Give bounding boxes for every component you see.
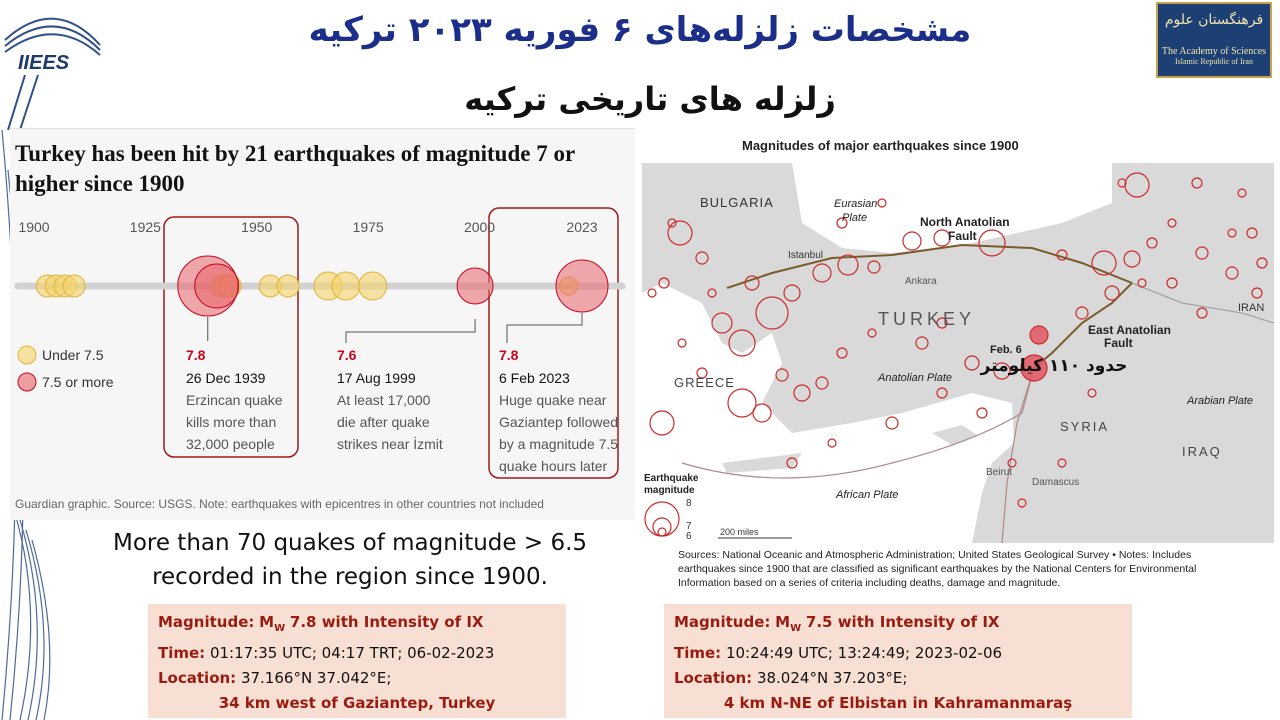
label-iran: IRAN	[1238, 302, 1265, 314]
annotation-desc-1-1: Erzincan quake	[186, 392, 283, 408]
map-title: Magnitudes of major earthquakes since 1900	[742, 138, 1019, 153]
map-quake-marker	[916, 337, 928, 349]
page-subtitle: زلزله های تاریخی ترکیه	[464, 80, 836, 118]
timeline-headline: Turkey has been hit by 21 earthquakes of magnitude 7 or higher since 1900	[15, 141, 575, 196]
label-istanbul: Istanbul	[788, 250, 824, 261]
label-eurasian-2: Plate	[842, 212, 868, 224]
quake1-magnitude-label: Magnitude:	[158, 613, 255, 631]
map-quake-marker	[1197, 308, 1207, 318]
label-greece: GREECE	[674, 375, 735, 390]
feb6-epicenter-marker	[1030, 326, 1048, 344]
map-quake-marker	[1008, 459, 1016, 467]
year-label-2023: 2023	[566, 219, 598, 235]
quake1-location-label: Location:	[158, 669, 237, 687]
earthquake-map	[642, 163, 1274, 543]
quake1-mw: $M_W$	[259, 613, 286, 634]
map-scale-label: 200 miles	[720, 527, 759, 537]
map-quake-marker	[668, 221, 692, 245]
map-quake-marker	[729, 330, 755, 356]
quake1-magnitude-value: 7.8 with Intensity of IX	[289, 613, 484, 631]
quake1-time-label: Time:	[158, 644, 206, 662]
annotation-date-1: 26 Dec 1939	[186, 370, 266, 386]
map-quake-marker	[1105, 286, 1119, 300]
quake1-location-row	[158, 666, 556, 691]
legend-label-1: Under 7.5	[42, 347, 104, 363]
map-quake-marker	[1076, 307, 1088, 319]
map-canvas	[642, 163, 1274, 543]
map-quake-marker	[837, 348, 847, 358]
label-naf-1: North Anatolian	[920, 215, 1010, 229]
map-quake-marker	[784, 285, 800, 301]
iiees-logo	[0, 0, 110, 130]
map-quake-marker	[1088, 389, 1096, 397]
map-notes: Sources: National Oceanic and Atmospheric Administration; United States Geological Survey • Notes: Includes earthquakes since 1900 that are classified as significant earthquakes by the National Centers for Environmental Information based on a series of criteria including deaths, damage and magnitude.	[678, 549, 1197, 589]
quake1-location-value: 37.166°N 37.042°E;	[240, 669, 392, 687]
map-quake-marker	[965, 356, 979, 370]
quake-point-minor-3	[63, 275, 85, 297]
annotation-magnitude-1: 7.8	[186, 347, 206, 363]
quake-point-minor-10	[332, 272, 360, 300]
map-quake-marker	[1018, 499, 1026, 507]
annotation-desc-2-1: At least 17,000	[337, 392, 431, 408]
quake1-location-desc: 34 km west of Gaziantep, Turkey	[218, 694, 496, 712]
map-quake-marker	[1228, 229, 1236, 237]
quake1-time-value: 01:17:35 UTC; 04:17 TRT; 06-02-2023	[209, 644, 495, 662]
label-turkey: TURKEY	[878, 309, 976, 329]
map-quake-marker	[1257, 258, 1267, 268]
map-quake-marker	[1226, 267, 1238, 279]
map-quake-marker	[1147, 238, 1157, 248]
guardian-timeline-graphic	[10, 128, 635, 520]
map-quake-marker	[776, 369, 788, 381]
quake2-location-label: Location:	[674, 669, 753, 687]
quake2-magnitude-row	[674, 610, 1122, 641]
year-label-1925: 1925	[129, 219, 161, 235]
quake-point-major-2	[457, 268, 493, 304]
quake-point-minor-8	[277, 275, 299, 297]
quake2-time-row	[674, 641, 1122, 666]
academy-logo-en1: The Academy of Sciences	[1161, 46, 1267, 57]
annotation-desc-1-3: 32,000 people	[186, 436, 275, 452]
annotation-leader-2	[346, 319, 475, 343]
timeline-chart	[10, 129, 635, 521]
map-quake-marker	[1167, 278, 1177, 288]
map-quake-marker	[813, 264, 831, 282]
label-syria: SYRIA	[1060, 419, 1110, 434]
quake2-magnitude-label: Magnitude:	[674, 613, 771, 631]
map-legend-value-7: 7	[686, 521, 692, 532]
map-quake-marker	[1247, 228, 1257, 238]
label-eurasian-1: Eurasian	[834, 198, 878, 210]
label-iraq: IRAQ	[1182, 444, 1222, 459]
quake-info-box-1	[148, 604, 566, 718]
label-eaf-1: East Anatolian	[1088, 323, 1171, 337]
quake1-time-row	[158, 641, 556, 666]
label-distance-fa: حدود ۱۱۰ کیلومتر	[980, 356, 1128, 376]
map-quake-marker	[756, 297, 788, 329]
label-naf-2: Fault	[948, 229, 977, 243]
year-label-1975: 1975	[352, 219, 384, 235]
map-quake-marker	[1125, 173, 1149, 197]
label-bulgaria: BULGARIA	[700, 195, 774, 210]
annotation-desc-2-3: strikes near İzmit	[337, 436, 443, 452]
map-quake-marker	[668, 219, 676, 227]
map-quake-marker	[816, 377, 828, 389]
map-quake-marker	[745, 276, 759, 290]
map-quake-marker	[1168, 219, 1176, 227]
year-label-2000: 2000	[463, 219, 496, 235]
year-label-1950: 1950	[241, 219, 273, 235]
map-quake-marker	[937, 388, 947, 398]
quake2-magnitude-value: 7.5 with Intensity of IX	[805, 613, 1000, 631]
map-quake-marker	[712, 313, 732, 333]
map-quake-marker	[794, 385, 810, 401]
map-quake-marker	[868, 261, 880, 273]
map-quake-marker	[696, 252, 708, 264]
label-arabian-plate: Arabian Plate	[1187, 395, 1254, 407]
label-beirut: Beirut	[986, 467, 1013, 478]
quake2-location-value: 38.024°N 37.203°E;	[756, 669, 908, 687]
iiees-logo-text: IIEES	[18, 52, 70, 74]
map-quake-marker	[1058, 459, 1066, 467]
map-quake-marker	[1252, 288, 1262, 298]
map-quake-marker	[1124, 251, 1140, 267]
map-quake-marker	[1138, 279, 1146, 287]
dead-sea-fault	[1002, 368, 1034, 543]
legend-swatch-1	[18, 346, 36, 364]
label-ankara: Ankara	[905, 276, 937, 287]
academy-logo-fa: فرهنگستان علوم	[1164, 12, 1264, 28]
quake2-location-desc: 4 km N-NE of Elbistan in Kahramanmaraş	[723, 694, 1073, 712]
academy-logo	[1156, 2, 1272, 78]
legend-label-2: 7.5 or more	[42, 374, 114, 390]
page-title: مشخصات زلزله‌های ۶ فوریه ۲۰۲۳ ترکیه	[308, 10, 972, 50]
label-eaf-2: Fault	[1104, 336, 1133, 350]
annotation-magnitude-3: 7.8	[499, 347, 519, 363]
label-damascus: Damascus	[1032, 477, 1080, 488]
annotation-desc-3-2: Gaziantep followed	[499, 414, 619, 430]
academy-logo-en2: Islamic Republic of Iran	[1175, 57, 1253, 66]
map-quake-marker	[1192, 178, 1202, 188]
label-african-plate: African Plate	[836, 489, 899, 501]
annotation-magnitude-2: 7.6	[337, 347, 357, 363]
quake1-magnitude-row	[158, 610, 556, 641]
timeline-source: Guardian graphic. Source: USGS. Note: earthquakes with epicentres in other countries not included	[15, 497, 544, 511]
label-feb6: Feb. 6	[990, 344, 1022, 356]
map-quake-marker	[1238, 189, 1246, 197]
quake-point-major-1	[195, 264, 239, 308]
quake-point-minor-11	[359, 272, 387, 300]
map-quake-marker	[868, 329, 876, 337]
quake-point-major-3	[556, 260, 608, 312]
quake2-time-value: 10:24:49 UTC; 13:24:49; 2023-02-06	[725, 644, 1003, 662]
year-label-1900: 1900	[18, 219, 50, 235]
map-quake-marker	[1196, 247, 1208, 259]
annotation-date-3: 6 Feb 2023	[499, 370, 570, 386]
annotation-desc-3-1: Huge quake near	[499, 392, 607, 408]
annotation-desc-3-3: by a magnitude 7.5	[499, 436, 619, 452]
map-quake-marker	[708, 289, 716, 297]
quake-count-note: More than 70 quakes of magnitude > 6.5 recorded in the region since 1900.	[112, 530, 588, 590]
map-legend-title-1: Earthquake	[644, 473, 699, 484]
annotation-date-2: 17 Aug 1999	[337, 370, 416, 386]
annotation-leader-3	[507, 313, 582, 343]
label-anatolian-plate: Anatolian Plate	[878, 372, 952, 384]
annotation-desc-2-2: die after quake	[337, 414, 430, 430]
legend-swatch-2	[18, 373, 36, 391]
quake-info-box-2	[664, 604, 1132, 718]
map-legend-value-6: 6	[686, 531, 692, 542]
map-legend-title-2: magnitude	[644, 485, 695, 496]
quake2-location-row	[674, 666, 1122, 691]
quake2-time-label: Time:	[674, 644, 722, 662]
quake2-mw: $M_W$	[775, 613, 802, 634]
annotation-desc-3-4: quake hours later	[499, 458, 608, 474]
map-legend-value-8: 8	[686, 498, 692, 509]
annotation-desc-1-2: kills more than	[186, 414, 277, 430]
